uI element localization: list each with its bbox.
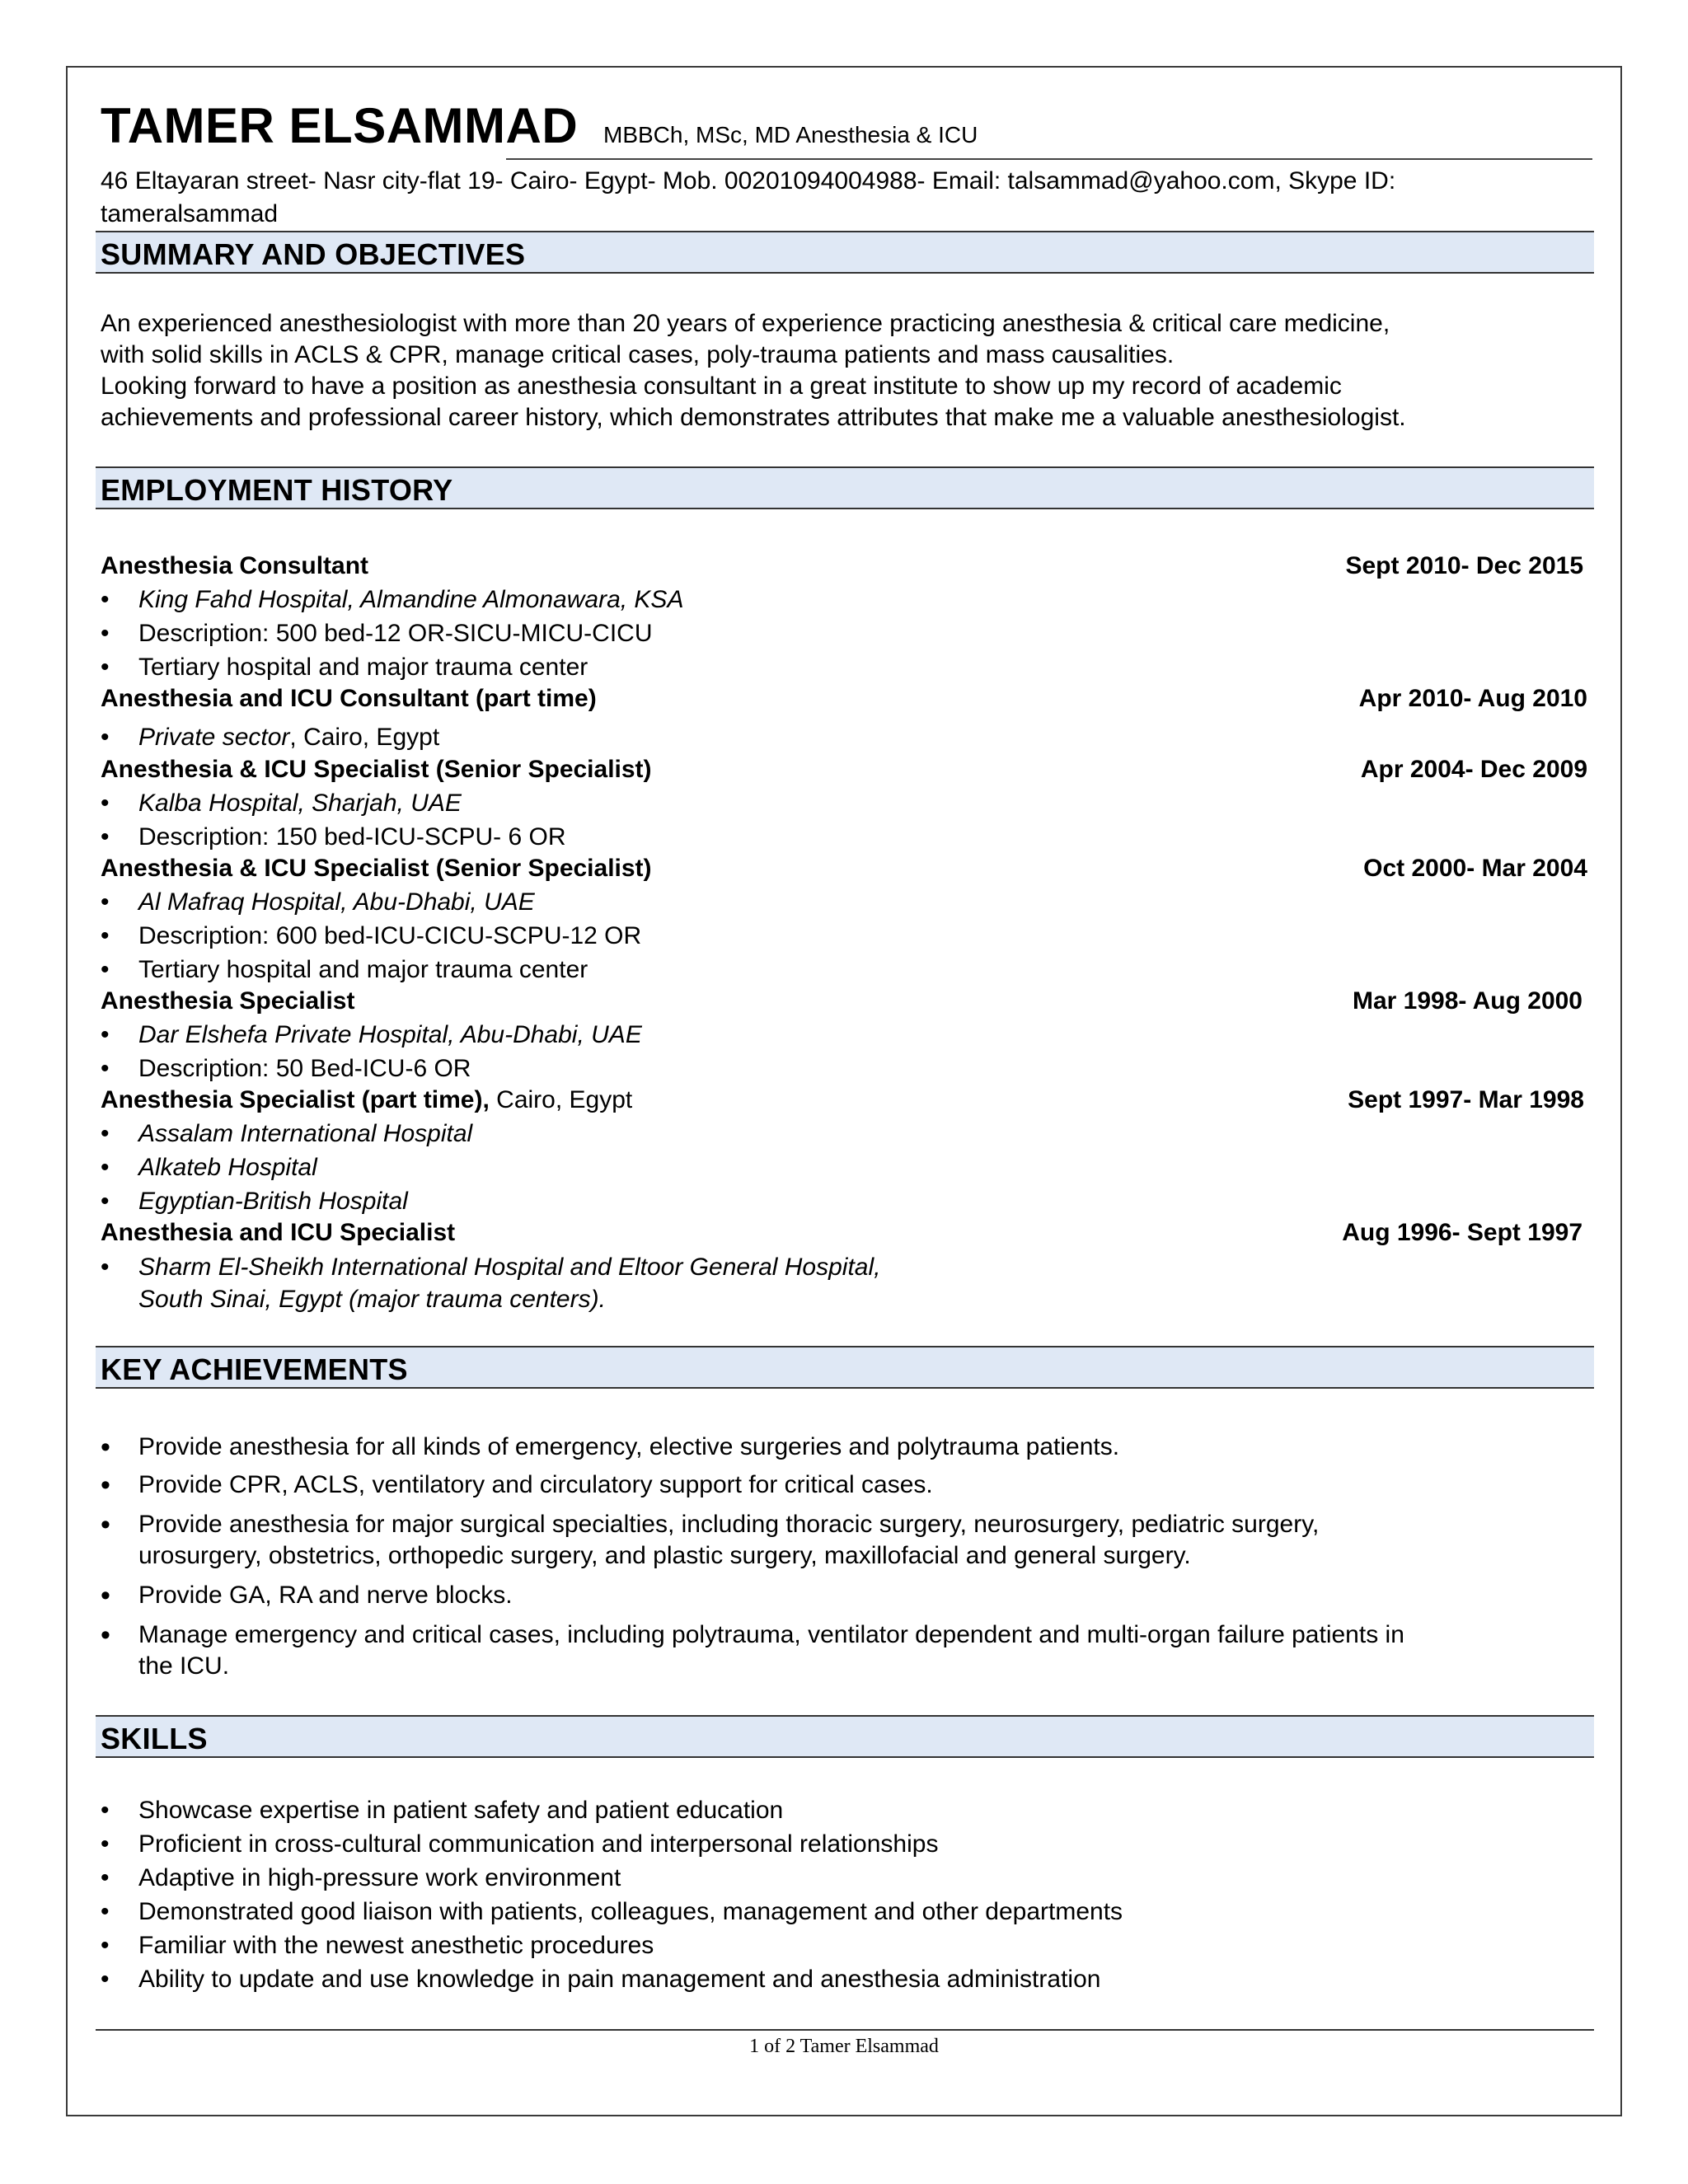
bullet-icon: • (101, 922, 110, 949)
list-item-text: Provide GA, RA and nerve blocks. (138, 1582, 513, 1609)
list-item-text: South Sinai, Egypt (major trauma centers). (138, 1286, 606, 1313)
list-item-text: Description: 50 Bed-ICU-6 OR (138, 1055, 471, 1082)
page-footer: 1 of 2 Tamer Elsammad (749, 2036, 939, 2057)
contact-info (101, 165, 1584, 231)
bullet-icon: • (101, 654, 110, 681)
summary-line: An experienced anesthesiologist with more than 20 years of experience practicing anesthesia & critical care medicine, (101, 310, 1390, 337)
list-item-text: Sharm El-Sheikh International Hospital and Eltoor General Hospital, (138, 1254, 881, 1281)
section-header-employment (96, 466, 1594, 509)
list-item-text: Description: 150 bed-ICU-SCPU- 6 OR (138, 823, 566, 851)
header-rule (506, 158, 1592, 160)
resume-header (97, 97, 1592, 160)
bullet-icon: • (101, 1509, 110, 1540)
job-title: Anesthesia Consultant (101, 552, 369, 579)
bullet-icon: • (101, 1864, 110, 1891)
list-item-text: Ability to update and use knowledge in pain management and anesthesia administration (138, 1966, 1101, 1993)
bullet-icon: • (101, 724, 110, 751)
section-title: EMPLOYMENT HISTORY (101, 473, 453, 507)
list-item-text: urosurgery, obstetrics, orthopedic surgery, and plastic surgery, maxillofacial and general surgery. (138, 1542, 1191, 1569)
job-date: Mar 1998- Aug 2000 (1352, 987, 1582, 1015)
bullet-icon: • (101, 1966, 110, 1993)
job-date: Apr 2010- Aug 2010 (1358, 685, 1587, 712)
list-item-text: Demonstrated good liaison with patients, colleagues, management and other departments (138, 1898, 1123, 1925)
job-title: Anesthesia and ICU Consultant (part time) (101, 685, 597, 712)
job-date: Apr 2004- Dec 2009 (1360, 756, 1587, 783)
job-date: Sept 2010- Dec 2015 (1345, 552, 1583, 579)
bullet-icon: • (101, 1898, 110, 1925)
list-item-text: Familiar with the newest anesthetic procedures (138, 1932, 654, 1959)
list-item-text: Tertiary hospital and major trauma center (138, 654, 588, 681)
candidate-name: TAMER ELSAMMAD (101, 98, 579, 153)
summary-line: with solid skills in ACLS & CPR, manage critical cases, poly-trauma patients and mass causalities. (101, 341, 1175, 368)
section-title: SKILLS (101, 1722, 208, 1755)
job-date: Sept 1997- Mar 1998 (1348, 1086, 1584, 1113)
section-title: SUMMARY AND OBJECTIVES (101, 237, 526, 271)
list-item-text: Adaptive in high-pressure work environment (138, 1864, 621, 1891)
bullet-icon: • (101, 956, 110, 983)
list-item-text: Description: 600 bed-ICU-CICU-SCPU-12 OR (138, 922, 642, 949)
bullet-icon: • (101, 1120, 110, 1147)
bullet-icon: • (101, 620, 110, 647)
section-header-skills (96, 1715, 1594, 1758)
section-header-summary (96, 231, 1594, 274)
list-item-text: Assalam International Hospital (138, 1120, 473, 1147)
bullet-icon: • (101, 1055, 110, 1082)
footer-rule (96, 2029, 1594, 2031)
bullet-icon: • (101, 823, 110, 851)
summary-line: Looking forward to have a position as anesthesia consultant in a great institute to show up my record of academic (101, 373, 1342, 400)
job-title: Anesthesia & ICU Specialist (Senior Specialist) (101, 855, 652, 882)
bullet-icon: • (101, 1154, 110, 1181)
bullet-icon: • (101, 1432, 110, 1463)
candidate-credentials: MBBCh, MSc, MD Anesthesia & ICU (603, 122, 978, 148)
list-item-text: Al Mafraq Hospital, Abu-Dhabi, UAE (138, 888, 535, 916)
list-item-text: the ICU. (138, 1652, 230, 1680)
job-date: Aug 1996- Sept 1997 (1342, 1219, 1582, 1246)
list-item-text: Egyptian-British Hospital (138, 1188, 408, 1215)
job-title-text: Anesthesia Specialist (part time), (101, 1086, 490, 1113)
bullet-icon: • (101, 888, 110, 916)
job-title: Anesthesia & ICU Specialist (Senior Specialist) (101, 756, 652, 783)
bullet-icon: • (101, 1619, 110, 1651)
job-title: Anesthesia Specialist (101, 987, 355, 1015)
list-item-text: King Fahd Hospital, Almandine Almonawara, KSA (138, 586, 684, 613)
bullet-icon: • (101, 1580, 110, 1611)
bullet-icon: • (101, 586, 110, 613)
list-item-text: Provide anesthesia for major surgical specialties, including thoracic surgery, neurosurgery, pediatric surgery, (138, 1511, 1320, 1538)
list-item-text: Proficient in cross-cultural communication and interpersonal relationships (138, 1830, 939, 1858)
list-item-text: Alkateb Hospital (138, 1154, 317, 1181)
summary-text (101, 308, 1584, 434)
list-item-text: Manage emergency and critical cases, including polytrauma, ventilator dependent and multi-organ failure patients in (138, 1621, 1404, 1648)
list-item-text: Description: 500 bed-12 OR-SICU-MICU-CICU (138, 620, 653, 647)
job-location: Cairo, Egypt (489, 1086, 633, 1113)
contact-line: tameralsammad (101, 200, 279, 227)
summary-line: achievements and professional career history, which demonstrates attributes that make me a valuable anesthesiologist. (101, 404, 1406, 431)
bullet-icon: • (101, 1254, 110, 1281)
job-title (101, 1084, 632, 1117)
bullet-icon: • (101, 1188, 110, 1215)
list-item-text: Dar Elshefa Private Hospital, Abu-Dhabi, UAE (138, 1021, 642, 1048)
list-item-text: , Cairo, Egypt (289, 724, 440, 751)
bullet-icon: • (101, 790, 110, 817)
list-item-text: Tertiary hospital and major trauma center (138, 956, 588, 983)
bullet-icon: • (101, 1932, 110, 1959)
bullet-icon: • (101, 1830, 110, 1858)
bullet-icon: • (101, 1469, 110, 1501)
list-item-text: Provide CPR, ACLS, ventilatory and circulatory support for critical cases. (138, 1471, 933, 1498)
section-title: KEY ACHIEVEMENTS (101, 1352, 408, 1386)
job-date: Oct 2000- Mar 2004 (1363, 855, 1587, 882)
list-item-text: Provide anesthesia for all kinds of emergency, elective surgeries and polytrauma patients. (138, 1433, 1120, 1460)
contact-line: 46 Eltayaran street- Nasr city-flat 19- Cairo- Egypt- Mob. 00201094004988- Email: talsammad@yahoo.com, Skype ID: (101, 167, 1396, 194)
job-title: Anesthesia and ICU Specialist (101, 1219, 456, 1246)
list-item-text: Showcase expertise in patient safety and patient education (138, 1797, 784, 1824)
list-item-text: Kalba Hospital, Sharjah, UAE (138, 790, 462, 817)
section-header-achievements (96, 1346, 1594, 1389)
bullet-icon: • (101, 1797, 110, 1824)
list-item-text: Private sector (138, 724, 290, 751)
bullet-icon: • (101, 1021, 110, 1048)
